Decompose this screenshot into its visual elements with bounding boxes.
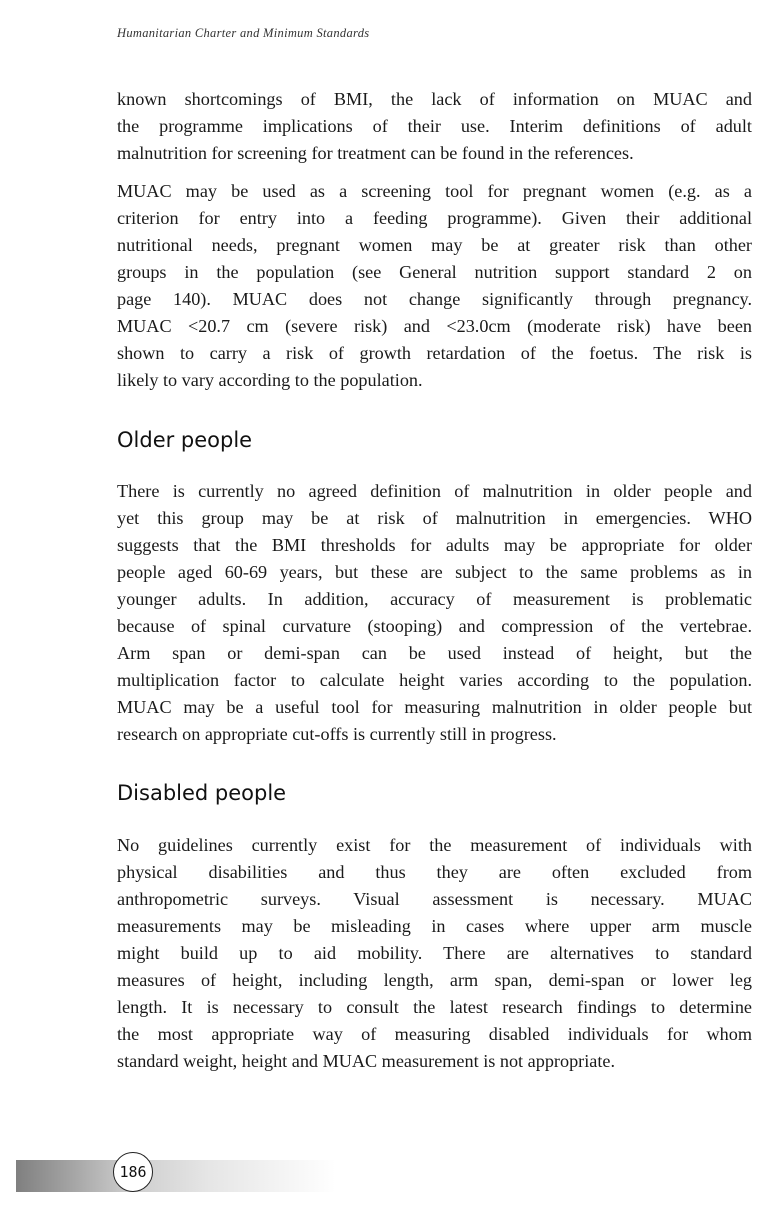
text-line: measures of height, including length, arm span, demi-span or lower leg (117, 970, 752, 990)
text-line: MUAC <20.7 cm (severe risk) and <23.0cm (moderate risk) have been (117, 316, 752, 336)
page-number-badge (113, 1152, 153, 1192)
text-line: suggests that the BMI thresholds for adults may be appropriate for older (117, 535, 752, 555)
text-line: standard weight, height and MUAC measurement is not appropriate. (117, 1051, 616, 1071)
text-line: multiplication factor to calculate height varies according to the population. (117, 670, 752, 690)
text-line: anthropometric surveys. Visual assessment is necessary. MUAC (117, 889, 752, 909)
text-line: might build up to aid mobility. There are alternatives to standard (117, 943, 752, 963)
paragraph-pregnant-women (117, 178, 752, 394)
text-line: the programme implications of their use. Interim definitions of adult (117, 116, 752, 136)
heading-disabled-people: Disabled people (117, 781, 287, 805)
text-line: MUAC may be a useful tool for measuring malnutrition in older people but (117, 697, 752, 717)
text-line: because of spinal curvature (stooping) and compression of the vertebrae. (117, 616, 752, 636)
text-line: malnutrition for screening for treatment can be found in the references. (117, 143, 634, 163)
text-line: shown to carry a risk of growth retardation of the foetus. The risk is (117, 343, 752, 363)
running-head: Humanitarian Charter and Minimum Standards (117, 26, 370, 40)
text-line: nutritional needs, pregnant women may be at greater risk than other (117, 235, 752, 255)
paragraph-bmi-shortcomings (117, 86, 752, 167)
text-line: length. It is necessary to consult the latest research findings to determine (117, 997, 752, 1017)
text-line: measurements may be misleading in cases where upper arm muscle (117, 916, 752, 936)
page-number: 186 (119, 1163, 147, 1181)
text-line: page 140). MUAC does not change significantly through pregnancy. (117, 289, 752, 309)
text-line: the most appropriate way of measuring disabled individuals for whom (117, 1024, 752, 1044)
text-line: Arm span or demi-span can be used instead of height, but the (117, 643, 752, 663)
text-line: groups in the population (see General nutrition support standard 2 on (117, 262, 752, 282)
heading-older-people: Older people (117, 428, 253, 452)
text-line: No guidelines currently exist for the measurement of individuals with (117, 835, 752, 855)
text-line: known shortcomings of BMI, the lack of information on MUAC and (117, 89, 752, 109)
text-line: likely to vary according to the population. (117, 370, 423, 390)
text-line: criterion for entry into a feeding programme). Given their additional (117, 208, 752, 228)
text-line: There is currently no agreed definition of malnutrition in older people and (117, 481, 752, 501)
paragraph-older-people (117, 478, 752, 748)
footer-decorative-bar (16, 1160, 336, 1192)
text-line: yet this group may be at risk of malnutrition in emergencies. WHO (117, 508, 752, 528)
text-line: people aged 60-69 years, but these are subject to the same problems as in (117, 562, 752, 582)
text-line: younger adults. In addition, accuracy of measurement is problematic (117, 589, 752, 609)
text-line: MUAC may be used as a screening tool for pregnant women (e.g. as a (117, 181, 752, 201)
text-line: research on appropriate cut-offs is currently still in progress. (117, 724, 557, 744)
paragraph-disabled-people (117, 832, 752, 1075)
text-line: physical disabilities and thus they are often excluded from (117, 862, 752, 882)
